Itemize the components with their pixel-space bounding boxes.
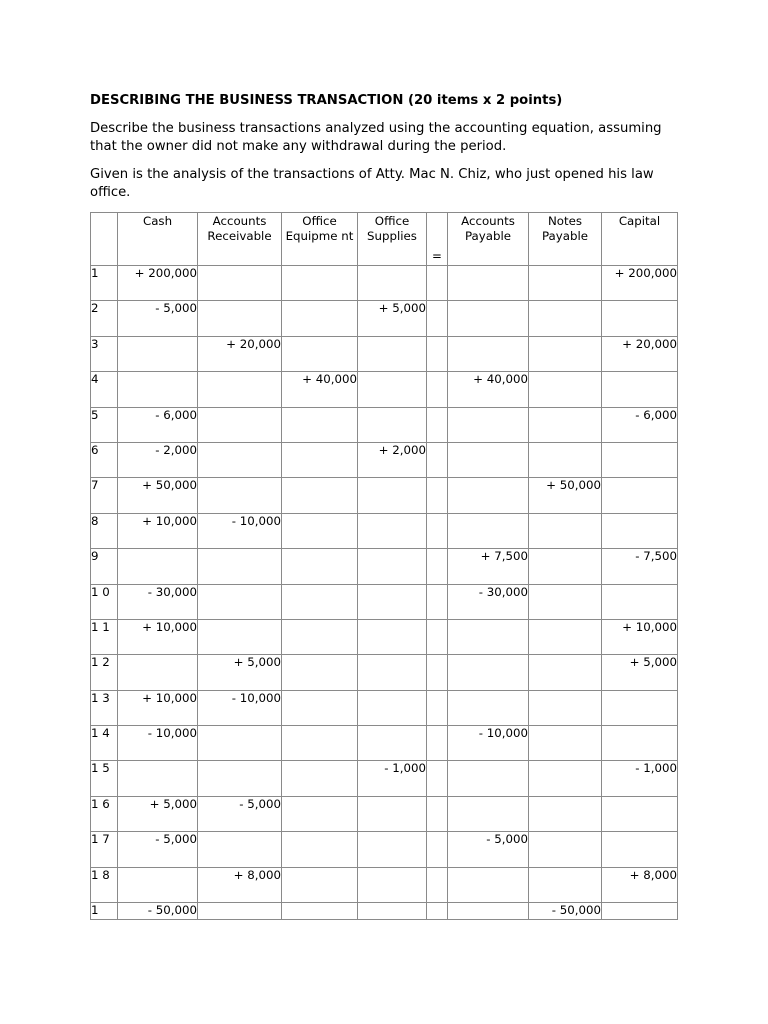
row-number: 2 (91, 301, 118, 336)
cell-office-equipment (282, 903, 358, 920)
cell-capital: - 6,000 (602, 407, 678, 442)
cell-equals-column (427, 442, 448, 477)
header-number (91, 213, 118, 266)
cell-capital: - 1,000 (602, 761, 678, 796)
cell-notes-payable (529, 796, 602, 831)
cell-notes-payable (529, 336, 602, 371)
header-notes-payable: Notes Payable (529, 213, 602, 266)
cell-cash: - 10,000 (118, 726, 198, 761)
cell-office-equipment (282, 549, 358, 584)
row-number: 1 7 (91, 832, 118, 867)
cell-equals-column (427, 301, 448, 336)
row-number: 1 3 (91, 690, 118, 725)
row-number: 1 1 (91, 619, 118, 654)
cell-accounts-receivable: + 20,000 (198, 336, 282, 371)
cell-accounts-payable (448, 796, 529, 831)
cell-office-equipment (282, 442, 358, 477)
cell-cash: - 5,000 (118, 832, 198, 867)
table-row (91, 407, 678, 442)
cell-accounts-payable (448, 478, 529, 513)
cell-equals-column (427, 549, 448, 584)
cell-office-equipment (282, 726, 358, 761)
cell-notes-payable (529, 690, 602, 725)
row-number: 9 (91, 549, 118, 584)
cell-cash (118, 549, 198, 584)
header-capital: Capital (602, 213, 678, 266)
cell-notes-payable: + 50,000 (529, 478, 602, 513)
cell-capital: + 5,000 (602, 655, 678, 690)
table-row (91, 903, 678, 920)
cell-accounts-receivable: + 8,000 (198, 867, 282, 902)
cell-accounts-payable (448, 442, 529, 477)
cell-equals-column (427, 372, 448, 407)
table-row (91, 619, 678, 654)
cell-capital (602, 442, 678, 477)
cell-accounts-payable (448, 301, 529, 336)
table-row (91, 690, 678, 725)
cell-cash (118, 372, 198, 407)
cell-accounts-receivable (198, 832, 282, 867)
cell-cash (118, 867, 198, 902)
cell-accounts-payable (448, 690, 529, 725)
table-row (91, 832, 678, 867)
cell-capital (602, 690, 678, 725)
row-number: 4 (91, 372, 118, 407)
cell-capital (602, 478, 678, 513)
cell-accounts-receivable (198, 301, 282, 336)
cell-office-supplies (358, 549, 427, 584)
row-number: 1 2 (91, 655, 118, 690)
cell-office-equipment (282, 619, 358, 654)
cell-cash: - 5,000 (118, 301, 198, 336)
cell-notes-payable: - 50,000 (529, 903, 602, 920)
cell-office-equipment (282, 832, 358, 867)
cell-accounts-receivable (198, 619, 282, 654)
cell-cash (118, 761, 198, 796)
cell-notes-payable (529, 301, 602, 336)
document-heading: DESCRIBING THE BUSINESS TRANSACTION (20 items x 2 points) (90, 93, 563, 108)
cell-accounts-payable (448, 266, 529, 301)
cell-accounts-payable: - 30,000 (448, 584, 529, 619)
cell-cash: - 2,000 (118, 442, 198, 477)
header-cash: Cash (118, 213, 198, 266)
row-number: 1 5 (91, 761, 118, 796)
cell-accounts-receivable: + 5,000 (198, 655, 282, 690)
context-paragraph: Given is the analysis of the transactions of Atty. Mac N. Chiz, who just opened his law office. (90, 167, 654, 200)
cell-capital: + 8,000 (602, 867, 678, 902)
cell-accounts-payable (448, 903, 529, 920)
cell-notes-payable (529, 442, 602, 477)
row-number: 1 (91, 266, 118, 301)
cell-accounts-receivable: - 10,000 (198, 513, 282, 548)
cell-accounts-payable (448, 867, 529, 902)
cell-accounts-receivable (198, 584, 282, 619)
table-row (91, 584, 678, 619)
cell-accounts-payable: - 5,000 (448, 832, 529, 867)
cell-equals-column (427, 761, 448, 796)
cell-notes-payable (529, 761, 602, 796)
cell-accounts-receivable (198, 761, 282, 796)
row-number: 8 (91, 513, 118, 548)
cell-office-supplies: - 1,000 (358, 761, 427, 796)
cell-capital (602, 796, 678, 831)
cell-accounts-payable (448, 513, 529, 548)
row-number: 6 (91, 442, 118, 477)
cell-office-equipment (282, 690, 358, 725)
cell-office-supplies (358, 726, 427, 761)
cell-equals-column (427, 655, 448, 690)
row-number: 1 0 (91, 584, 118, 619)
cell-accounts-receivable (198, 407, 282, 442)
transaction-analysis-table (90, 212, 678, 920)
cell-equals-column (427, 619, 448, 654)
table-row (91, 655, 678, 690)
cell-office-equipment (282, 336, 358, 371)
cell-office-supplies (358, 372, 427, 407)
cell-cash: + 10,000 (118, 690, 198, 725)
cell-accounts-receivable: - 5,000 (198, 796, 282, 831)
header-accounts-receivable: Accounts Receivable (198, 213, 282, 266)
cell-equals-column (427, 478, 448, 513)
cell-capital (602, 301, 678, 336)
header-office-supplies: Office Supplies (358, 213, 427, 266)
cell-accounts-payable (448, 407, 529, 442)
cell-accounts-payable (448, 761, 529, 796)
cell-accounts-receivable (198, 442, 282, 477)
cell-office-supplies (358, 513, 427, 548)
table-row (91, 336, 678, 371)
cell-office-supplies (358, 655, 427, 690)
cell-accounts-receivable (198, 478, 282, 513)
cell-equals-column (427, 690, 448, 725)
cell-accounts-payable: + 40,000 (448, 372, 529, 407)
cell-office-supplies (358, 867, 427, 902)
cell-office-supplies (358, 832, 427, 867)
cell-capital (602, 584, 678, 619)
header-accounts-payable: Accounts Payable (448, 213, 529, 266)
cell-office-equipment (282, 796, 358, 831)
cell-office-equipment (282, 513, 358, 548)
cell-cash: + 50,000 (118, 478, 198, 513)
cell-capital: + 10,000 (602, 619, 678, 654)
cell-capital (602, 726, 678, 761)
cell-notes-payable (529, 549, 602, 584)
cell-equals-column (427, 584, 448, 619)
row-number: 1 8 (91, 867, 118, 902)
cell-cash (118, 336, 198, 371)
document-text-block (90, 92, 680, 202)
row-number: 1 (91, 903, 118, 920)
cell-office-equipment: + 40,000 (282, 372, 358, 407)
table-row (91, 867, 678, 902)
cell-capital (602, 832, 678, 867)
table-row (91, 726, 678, 761)
cell-cash: + 200,000 (118, 266, 198, 301)
cell-cash: - 6,000 (118, 407, 198, 442)
cell-notes-payable (529, 513, 602, 548)
cell-notes-payable (529, 832, 602, 867)
cell-cash: - 50,000 (118, 903, 198, 920)
cell-equals-column (427, 266, 448, 301)
instructions-paragraph: Describe the business transactions analyzed using the accounting equation, assuming that the owner did not make any withdrawal during the period. (90, 121, 662, 154)
cell-accounts-payable (448, 655, 529, 690)
cell-office-supplies (358, 478, 427, 513)
cell-notes-payable (529, 655, 602, 690)
table-row (91, 513, 678, 548)
cell-office-supplies: + 5,000 (358, 301, 427, 336)
cell-notes-payable (529, 407, 602, 442)
row-number: 3 (91, 336, 118, 371)
cell-office-equipment (282, 584, 358, 619)
cell-office-supplies (358, 903, 427, 920)
cell-office-supplies (358, 619, 427, 654)
cell-cash: - 30,000 (118, 584, 198, 619)
table-row (91, 478, 678, 513)
cell-cash (118, 655, 198, 690)
cell-equals-column (427, 903, 448, 920)
cell-office-equipment (282, 867, 358, 902)
cell-capital: + 20,000 (602, 336, 678, 371)
cell-capital: + 200,000 (602, 266, 678, 301)
table-row (91, 761, 678, 796)
cell-office-equipment (282, 301, 358, 336)
cell-cash: + 5,000 (118, 796, 198, 831)
cell-accounts-payable: - 10,000 (448, 726, 529, 761)
cell-office-supplies (358, 336, 427, 371)
table-row (91, 796, 678, 831)
cell-accounts-payable (448, 619, 529, 654)
row-number: 1 6 (91, 796, 118, 831)
cell-equals-column (427, 513, 448, 548)
cell-office-equipment (282, 478, 358, 513)
cell-cash: + 10,000 (118, 513, 198, 548)
cell-office-equipment (282, 761, 358, 796)
cell-notes-payable (529, 726, 602, 761)
cell-office-supplies (358, 407, 427, 442)
table-row (91, 266, 678, 301)
cell-office-supplies (358, 266, 427, 301)
cell-cash: + 10,000 (118, 619, 198, 654)
cell-equals-column (427, 726, 448, 761)
cell-notes-payable (529, 266, 602, 301)
cell-notes-payable (529, 619, 602, 654)
header-equals-sign: = (427, 213, 448, 266)
table-row (91, 442, 678, 477)
cell-accounts-payable: + 7,500 (448, 549, 529, 584)
cell-capital (602, 513, 678, 548)
cell-equals-column (427, 336, 448, 371)
cell-accounts-receivable (198, 266, 282, 301)
table-header-row (91, 213, 678, 266)
row-number: 7 (91, 478, 118, 513)
cell-accounts-receivable: - 10,000 (198, 690, 282, 725)
cell-accounts-payable (448, 336, 529, 371)
cell-notes-payable (529, 372, 602, 407)
cell-accounts-receivable (198, 372, 282, 407)
row-number: 5 (91, 407, 118, 442)
cell-equals-column (427, 867, 448, 902)
cell-capital: - 7,500 (602, 549, 678, 584)
cell-office-supplies (358, 690, 427, 725)
cell-accounts-receivable (198, 549, 282, 584)
row-number: 1 4 (91, 726, 118, 761)
cell-capital (602, 903, 678, 920)
cell-office-equipment (282, 655, 358, 690)
cell-office-supplies (358, 584, 427, 619)
cell-capital (602, 372, 678, 407)
cell-office-equipment (282, 407, 358, 442)
table-row (91, 372, 678, 407)
cell-notes-payable (529, 867, 602, 902)
cell-office-supplies: + 2,000 (358, 442, 427, 477)
cell-accounts-receivable (198, 903, 282, 920)
cell-office-supplies (358, 796, 427, 831)
cell-equals-column (427, 407, 448, 442)
table-row (91, 301, 678, 336)
table-row (91, 549, 678, 584)
header-office-equipment: Office Equipme nt (282, 213, 358, 266)
cell-office-equipment (282, 266, 358, 301)
cell-equals-column (427, 832, 448, 867)
cell-equals-column (427, 796, 448, 831)
cell-accounts-receivable (198, 726, 282, 761)
cell-notes-payable (529, 584, 602, 619)
